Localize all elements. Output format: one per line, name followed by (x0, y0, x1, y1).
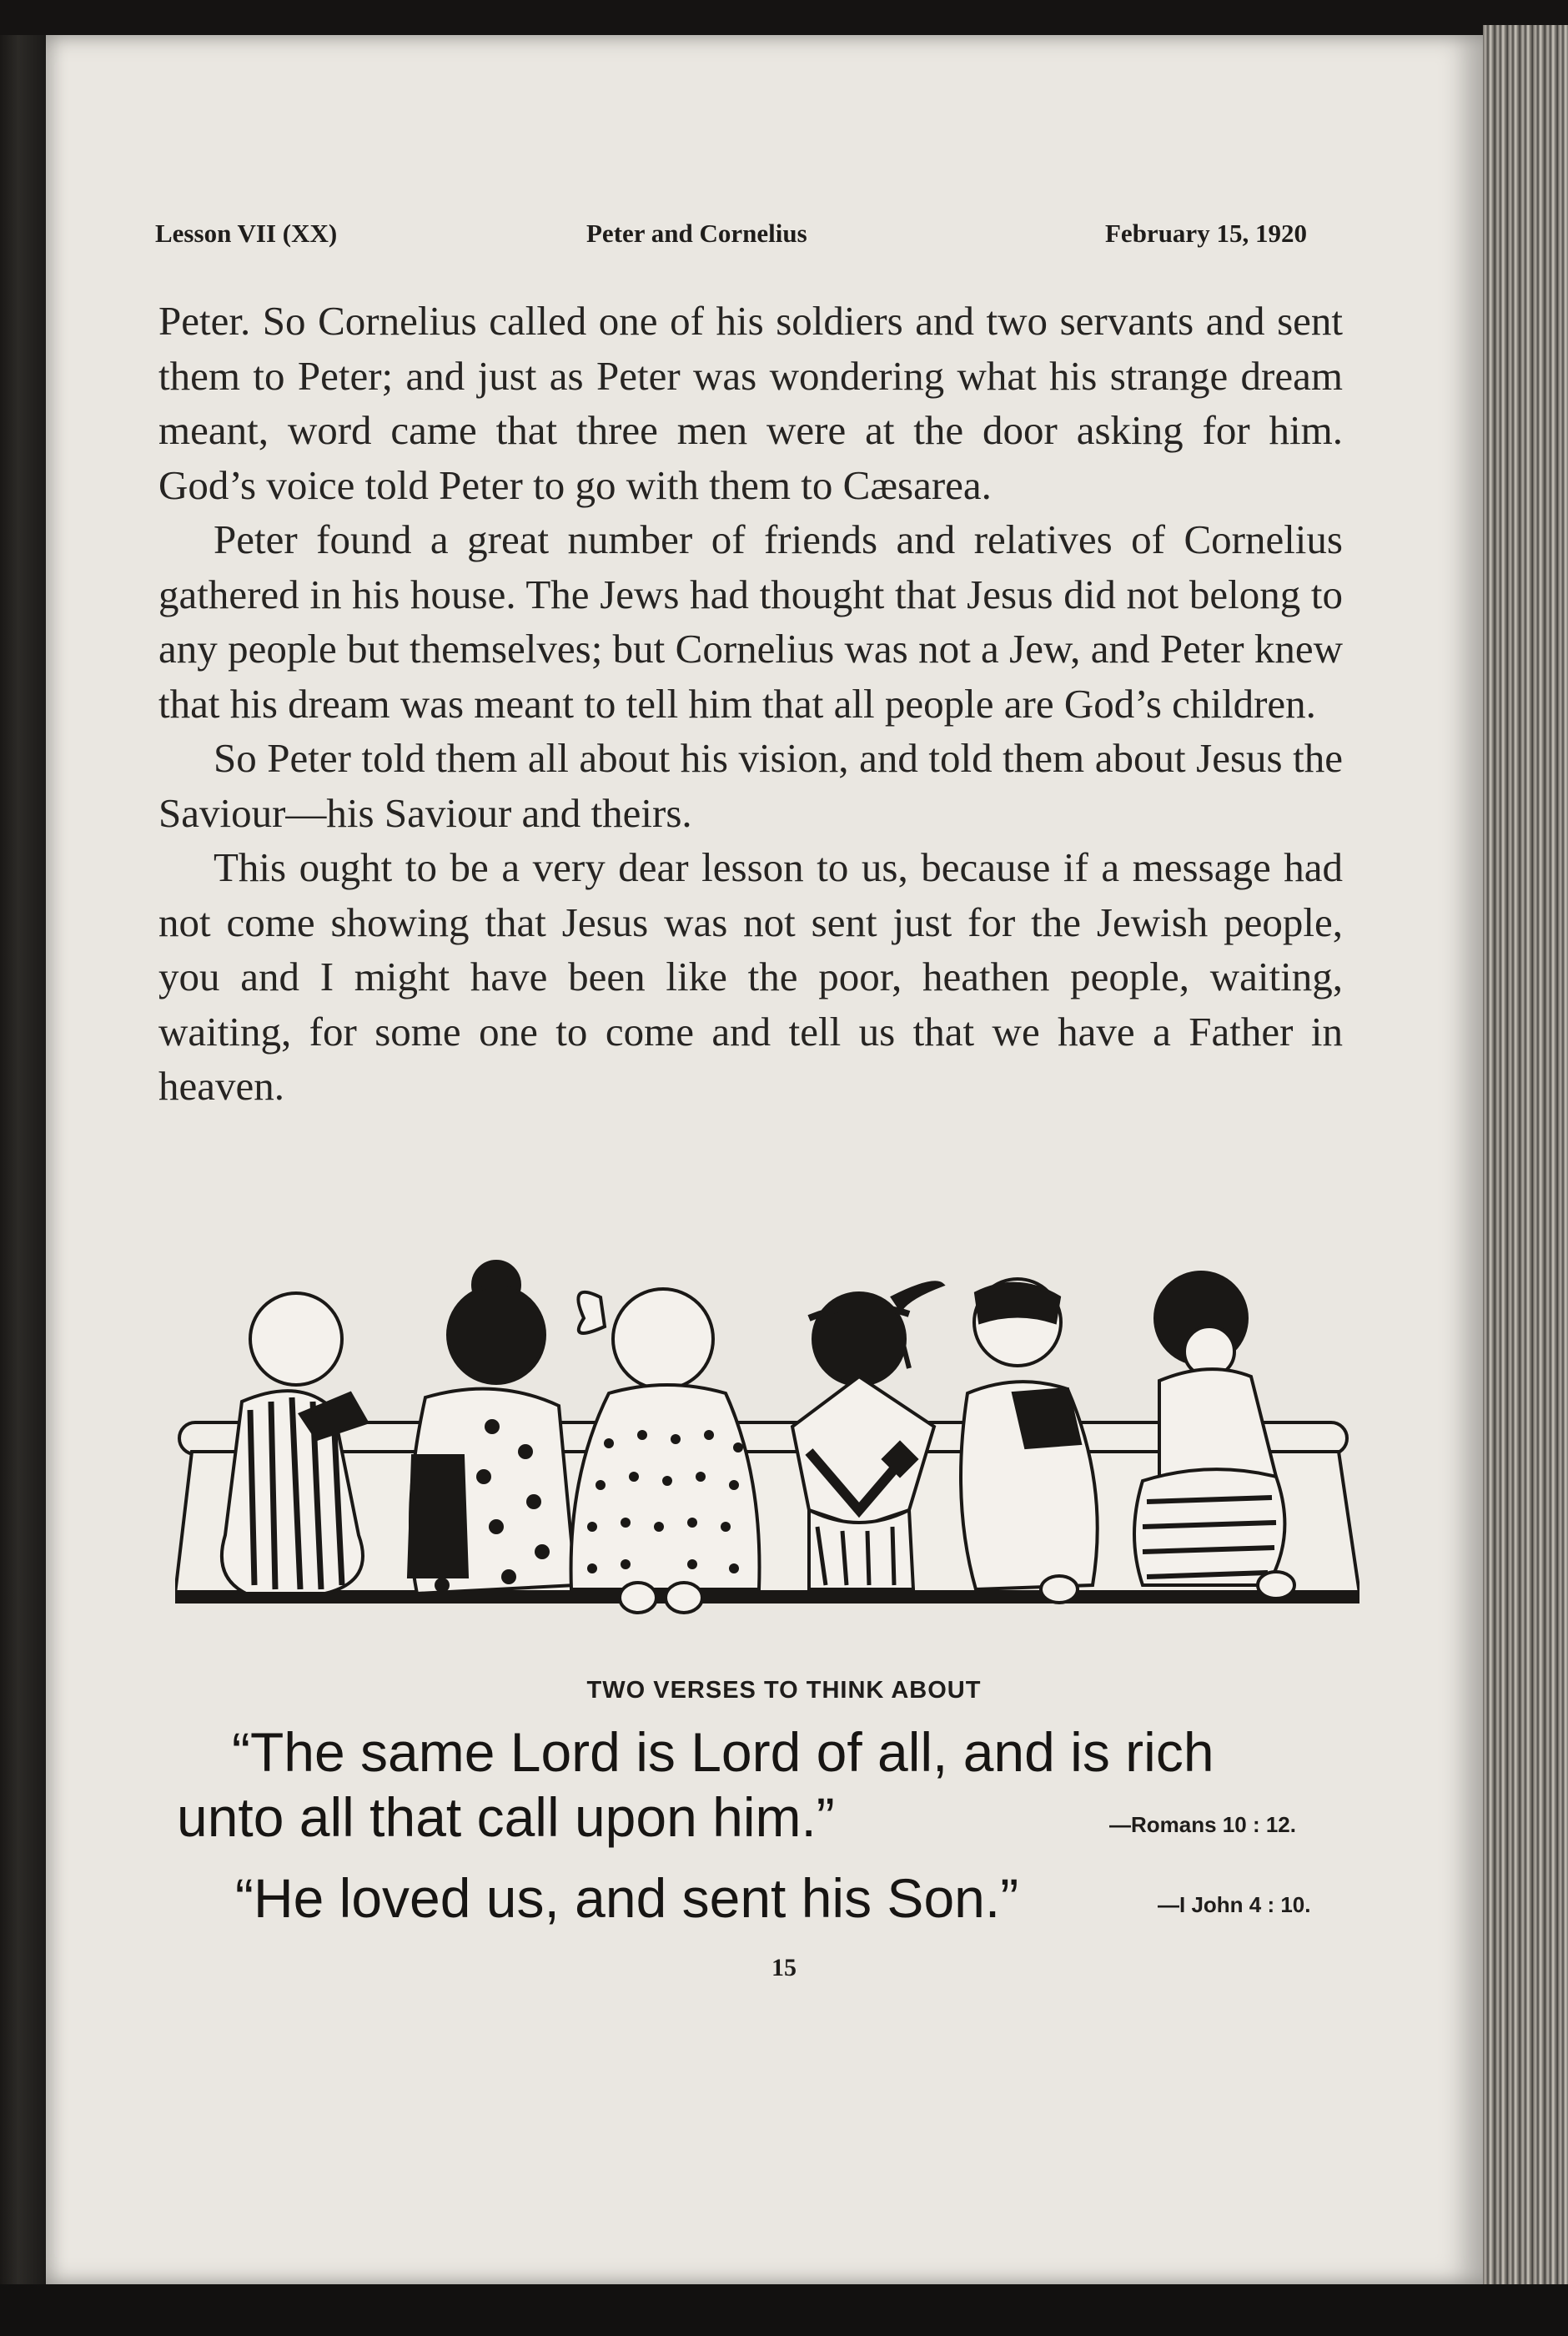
verses-heading: TWO VERSES TO THINK ABOUT (586, 1677, 982, 1704)
child-floral (409, 1261, 575, 1593)
scan-border-bottom (0, 2284, 1568, 2336)
page-number: 15 (771, 1954, 797, 1981)
verse-2-reference: —I John 4 : 10. (1158, 1892, 1311, 1917)
verse-1-line-2: unto all that call upon him.” (177, 1786, 835, 1848)
running-header-title: Peter and Cornelius (586, 219, 807, 248)
child-vest (961, 1279, 1098, 1603)
verse-1-line-1: “The same Lord is Lord of all, and is rich (232, 1721, 1214, 1783)
child-polka-dot (571, 1289, 760, 1613)
verse-1-reference: —Romans 10 : 12. (1109, 1812, 1296, 1837)
scan-border-top (0, 0, 1568, 35)
praying-children-illustration (175, 1260, 1359, 1635)
paragraph-3: So Peter told them all about his vision, and told them about Jesus the Saviour—his Saviour and theirs. (158, 735, 1343, 836)
lesson-body-text (158, 294, 1343, 1114)
verse-2: “He loved us, and sent his Son.” (235, 1867, 1019, 1929)
scan-border-left (0, 35, 46, 2284)
paragraph-1: Peter. So Cornelius called one of his soldiers and two servants and sent them to Peter; and just as Peter was wondering what his strange dream meant, word came that three men were at the door asking for him. God’s voice told Peter to go with them to Cæsarea. (158, 298, 1343, 508)
running-header-date: February 15, 1920 (1105, 219, 1307, 248)
paragraph-4: This ought to be a very dear lesson to us, because if a message had not come showing that Jesus was not sent just for the Jewish people, you and I might have been like the poor, heathen people, waiting, waiting, for some one to come and tell us that we have a Father in heaven. (158, 844, 1343, 1109)
running-header-lesson: Lesson VII (XX) (155, 219, 338, 248)
paragraph-2: Peter found a great number of friends and relatives of Cornelius gathered in his house. The Jews had thought that Jesus did not belong to any people but themselves; but Cornelius was not a Jew, and Peter knew that his dream was meant to tell him that all people are God’s children. (158, 516, 1343, 727)
